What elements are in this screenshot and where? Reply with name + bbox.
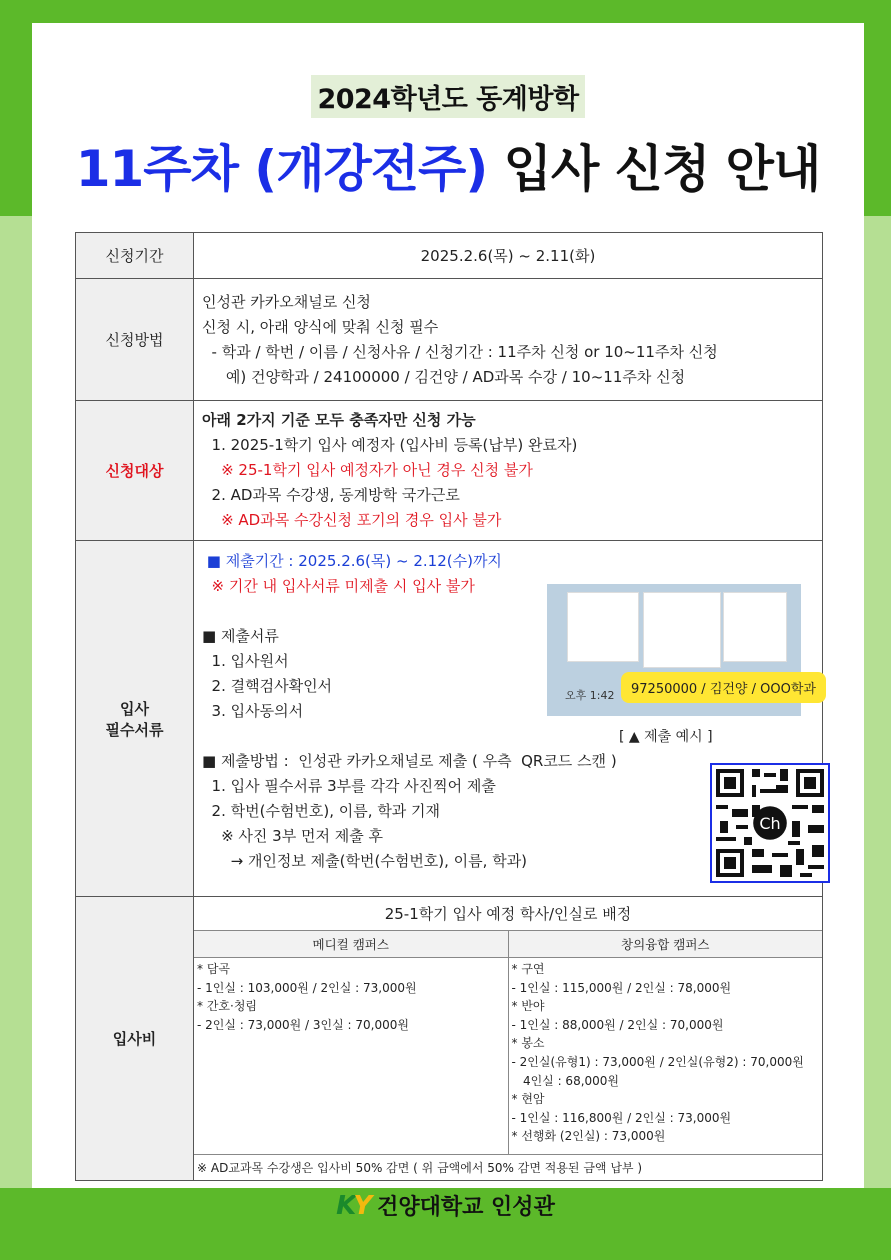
example-doc-image: [567, 592, 639, 662]
submit-heading: ■ 제출방법 : 인성관 카카오채널로 제출 ( 우측 QR코드 스캔 ): [202, 752, 617, 770]
title-main: 입사 신청 안내: [503, 140, 821, 198]
fee-line: - 1인실 : 88,000원 / 2인실 : 70,000원: [511, 1017, 724, 1032]
svg-text:Ch: Ch: [759, 814, 781, 833]
docs-label: [76, 541, 194, 897]
doc-item: 3. 입사동의서: [202, 702, 304, 720]
example-caption: [ ▲ 제출 예시 ]: [619, 729, 713, 745]
method-line: - 학과 / 학번 / 이름 / 신청사유 / 신청기간 : 11주차 신청 or 10~11주차 신청: [202, 342, 718, 361]
fee-label: 입사비: [76, 897, 194, 1181]
example-doc-image: [723, 592, 787, 662]
doc-item: 1. 입사원서: [202, 652, 289, 670]
fee-line: * 담곡: [197, 962, 230, 976]
submit-step: 1. 입사 필수서류 3부를 각각 사진찍어 제출: [202, 777, 496, 795]
target-note: ※ 25-1학기 입사 예정자가 아닌 경우 신청 불가: [202, 461, 533, 479]
fee-discount-note: ※ AD교과목 수강생은 입사비 50% 감면 ( 위 금액에서 50% 감면 적용된 금액 납부 ): [194, 1155, 822, 1181]
deadline-text: ■ 제출기간 : 2025.2.6(목) ~ 2.12(수)까지: [202, 552, 502, 570]
notice-title: [32, 129, 864, 201]
fee-line: * 현암: [511, 1092, 545, 1107]
submit-step: ※ 사진 3부 먼저 제출 후: [202, 827, 383, 845]
fee-medical-list: [194, 958, 508, 1155]
target-content: [194, 401, 823, 541]
ky-logo-icon: KY: [336, 1190, 370, 1221]
submit-step: 2. 학번(수험번호), 이름, 학과 기재: [202, 802, 441, 820]
fee-line: - 1인실 : 116,800원 / 2인실 : 73,000원: [511, 1110, 732, 1125]
fee-line: * 구연: [511, 962, 545, 976]
method-line: 인성관 카카오채널로 신청: [202, 292, 371, 311]
deadline-note: ※ 기간 내 입사서류 미제출 시 입사 불가: [202, 577, 475, 595]
method-line: 신청 시, 아래 양식에 맞춰 신청 필수: [202, 317, 439, 336]
fee-line: - 2인실(유형1) : 73,000원 / 2인실(유형2) : 70,000원: [511, 1054, 804, 1069]
method-label: 신청방법: [76, 279, 194, 401]
fee-line: - 2인실 : 73,000원 / 3인실 : 70,000원: [197, 1017, 409, 1032]
docs-label-line: 입사: [120, 699, 149, 718]
example-chat-bubble: 97250000 / 김건양 / OOO학과: [621, 672, 826, 703]
docs-heading: ■ 제출서류: [202, 627, 279, 645]
fee-line: - 1인실 : 115,000원 / 2인실 : 78,000원: [511, 980, 732, 995]
fee-line: - 1인실 : 103,000원 / 2인실 : 73,000원: [197, 980, 417, 995]
fee-table: [194, 897, 822, 1180]
footer: [0, 1190, 891, 1221]
fee-col-creative: 창의융합 캠퍼스: [508, 931, 822, 958]
doc-item: 2. 결핵검사확인서: [202, 677, 333, 695]
fee-line: * 선행화 (2인실) : 73,000원: [511, 1129, 666, 1144]
notice-subtitle: 2024학년도 동계방학: [311, 75, 584, 118]
method-content: [194, 279, 823, 401]
docs-content: [194, 541, 823, 897]
target-note: ※ AD과목 수강신청 포기의 경우 입사 불가: [202, 511, 502, 529]
notice-paper: [32, 23, 864, 1188]
target-heading: 아래 2가지 기준 모두 충족자만 신청 가능: [202, 411, 476, 429]
info-table: [75, 232, 823, 1181]
fee-col-medical: 메디컬 캠퍼스: [194, 931, 508, 958]
method-line: 예) 건양학과 / 24100000 / 김건양 / AD과목 수강 / 10~11주차 신청: [202, 367, 686, 386]
period-label: 신청기간: [76, 233, 194, 279]
fee-title: 25-1학기 입사 예정 학사/인실로 배정: [194, 897, 822, 931]
university-logo: [336, 1190, 555, 1221]
period-value: 2025.2.6(목) ~ 2.11(화): [194, 233, 823, 279]
target-item: 1. 2025-1학기 입사 예정자 (입사비 등록(납부) 완료자): [202, 436, 578, 454]
example-screenshot: [547, 584, 816, 716]
fee-line: * 반야: [511, 999, 545, 1014]
example-time: 오후 1:42: [565, 689, 615, 702]
fee-creative-list: [508, 958, 822, 1155]
dormitory-name: 건양대학교 인성관: [377, 1195, 555, 1220]
example-doc-image: [643, 592, 721, 668]
target-item: 2. AD과목 수강생, 동계방학 국가근로: [202, 486, 460, 504]
submit-step: → 개인정보 제출(학번(수험번호), 이름, 학과): [202, 852, 528, 870]
fee-content: [194, 897, 823, 1181]
title-highlight: 11주차 (개강전주): [75, 140, 488, 198]
docs-label-line: 필수서류: [105, 720, 164, 739]
fee-line: * 봉소: [511, 1036, 545, 1051]
kakao-channel-qr-code[interactable]: [710, 763, 830, 883]
fee-line: 4인실 : 68,000원: [511, 1073, 620, 1088]
target-label: 신청대상: [76, 401, 194, 541]
fee-line: * 간호·청림: [197, 999, 257, 1014]
